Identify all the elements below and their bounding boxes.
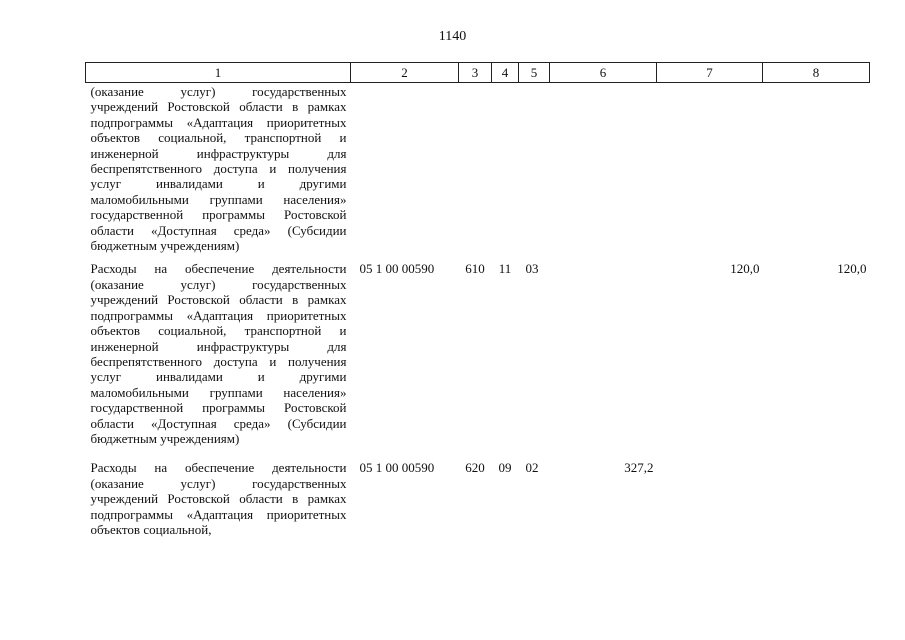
row-col-8: [763, 83, 870, 254]
row-col-7: [657, 83, 763, 254]
header-col-4: 4: [492, 63, 519, 83]
header-col-1: 1: [86, 63, 351, 83]
row-col-8: 120,0: [837, 261, 867, 277]
header-col-3: 3: [459, 63, 492, 83]
header-col-5: 5: [519, 63, 550, 83]
row-col-3: 620: [465, 460, 485, 476]
row-col-7: [657, 452, 763, 543]
header-col-2: 2: [351, 63, 459, 83]
row-col-6: [550, 83, 657, 254]
row-description: (оказание услуг) государственных учреждений Ростовской области в рамках подпрограммы «Адаптация приоритетных объектов социальной, транспортной и инженерной инфраструктуры для беспрепятственного доступа и получения услуг инвалидами и другими маломобильными группами населения» государственной программы Ростовской области «Доступная среда» (Субсидии бюджетным учреждениям): [90, 84, 347, 254]
budget-table: [85, 62, 870, 543]
row-col-4: 09: [498, 460, 512, 476]
row-col-5: 02: [525, 460, 539, 476]
header-col-7: 7: [657, 63, 763, 83]
row-target-code: 05 1 00 00590: [359, 261, 435, 277]
table-row: [86, 83, 870, 254]
table-row: [86, 452, 870, 543]
row-col-3: 610: [465, 261, 485, 277]
row-col-4: [492, 83, 519, 254]
header-col-6: 6: [550, 63, 657, 83]
row-col-4: 11: [498, 261, 512, 277]
row-col-6: 327,2: [624, 460, 654, 476]
row-description: Расходы на обеспечение деятельности (оказание услуг) государственных учреждений Ростовской области в рамках подпрограммы «Адаптация приоритетных объектов социальной, транспортной и инженерной инфраструктуры для беспрепятственного доступа и получения услуг инвалидами и другими маломобильными группами населения» государственной программы Ростовской области «Доступная среда» (Субсидии бюджетным учреждениям): [90, 261, 347, 446]
page-number: 1140: [438, 29, 467, 44]
header-row: [86, 63, 870, 83]
row-col-5: [519, 83, 550, 254]
row-col-6: [550, 253, 657, 452]
row-col-7: 120,0: [730, 261, 760, 277]
row-col-3: [459, 83, 492, 254]
row-target-code: [351, 83, 459, 254]
row-description: Расходы на обеспечение деятельности (оказание услуг) государственных учреждений Ростовской области в рамках подпрограммы «Адаптация приоритетных объектов социальной,: [90, 460, 347, 537]
header-col-8: 8: [763, 63, 870, 83]
row-target-code: 05 1 00 00590: [359, 460, 435, 476]
row-col-5: 03: [525, 261, 539, 277]
table-row: [86, 253, 870, 452]
row-col-8: [763, 452, 870, 543]
